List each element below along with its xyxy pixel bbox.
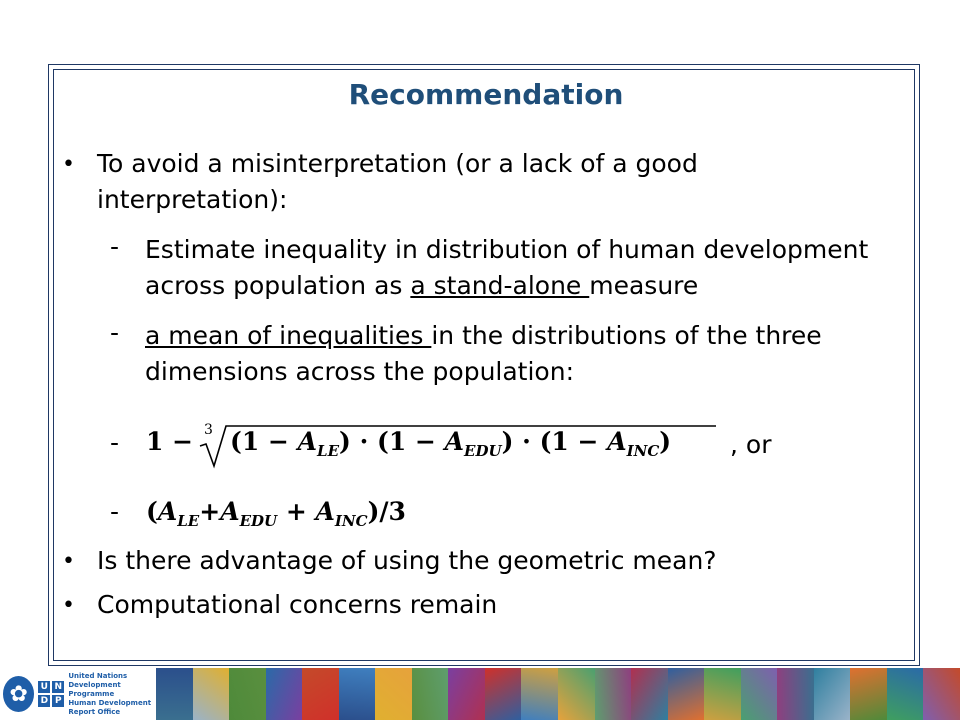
undp-logo <box>0 668 156 720</box>
footer-image-tile <box>521 668 558 720</box>
undp-letter: U <box>38 681 50 693</box>
undp-letter: N <box>52 681 64 693</box>
footer-image-tile <box>631 668 668 720</box>
footer-image-tile <box>887 668 924 720</box>
bullet-marker: • <box>62 549 75 574</box>
footer-image-tile <box>302 668 339 720</box>
footer-image-tile <box>741 668 778 720</box>
footer-image-tile <box>558 668 595 720</box>
image-tile-strip <box>156 668 960 720</box>
footer-image-tile <box>375 668 412 720</box>
dash-marker: - <box>110 232 120 261</box>
slide-title: Recommendation <box>348 78 624 111</box>
bullet2-text: Is there advantage of using the geometric mean? <box>97 546 717 575</box>
footer-image-tile <box>193 668 230 720</box>
formula-geometric-radicand: $(1 - A_{LE}) \cdot (1 - A_{EDU}) \cdot (1 - A_{INC})$ <box>230 427 672 460</box>
undp-letter: P <box>52 695 64 707</box>
underlined-text: a stand-alone <box>410 271 590 300</box>
underlined-text: a mean of inequalities <box>145 321 432 350</box>
sub1-line2: across population as a stand-alone measure <box>145 271 699 300</box>
footer-image-tile <box>485 668 522 720</box>
dash-marker: - <box>110 428 120 457</box>
footer-image-tile <box>229 668 266 720</box>
formula-geometric-lead: 1 − <box>146 427 194 456</box>
footer-image-tile <box>266 668 303 720</box>
dash-marker: - <box>110 497 120 526</box>
footer-image-tile <box>814 668 851 720</box>
formula-or-text: , or <box>730 430 772 459</box>
footer-image-tile <box>339 668 376 720</box>
sub1-line1: Estimate inequality in distribution of human development <box>145 235 869 264</box>
footer-image-tile <box>923 668 960 720</box>
footer-banner <box>0 668 960 720</box>
formula-arithmetic: $(A_{LE}+A_{EDU} + A_{INC})/3$ <box>146 497 406 530</box>
root-index: 3 <box>204 422 213 438</box>
footer-image-tile <box>595 668 632 720</box>
sub2-line1: a mean of inequalities in the distributions of the three <box>145 321 822 350</box>
dash-marker: - <box>110 318 120 347</box>
undp-letter: D <box>38 695 50 707</box>
bullet1-line2: interpretation): <box>97 185 288 214</box>
bullet3-text: Computational concerns remain <box>97 590 498 619</box>
bullet-marker: • <box>62 593 75 618</box>
org-name: United Nations Development Programme Human Development Report Office <box>68 671 152 716</box>
footer-image-tile <box>156 668 193 720</box>
footer-image-tile <box>448 668 485 720</box>
footer-image-tile <box>850 668 887 720</box>
footer-image-tile <box>412 668 449 720</box>
un-emblem-icon: ✿ <box>3 676 34 712</box>
bullet1-line1: To avoid a misinterpretation (or a lack of a good <box>97 149 698 178</box>
undp-letter-grid <box>38 681 64 707</box>
sub2-line2: dimensions across the population: <box>145 357 574 386</box>
footer-image-tile <box>704 668 741 720</box>
footer-image-tile <box>668 668 705 720</box>
bullet-marker: • <box>62 152 75 177</box>
footer-image-tile <box>777 668 814 720</box>
